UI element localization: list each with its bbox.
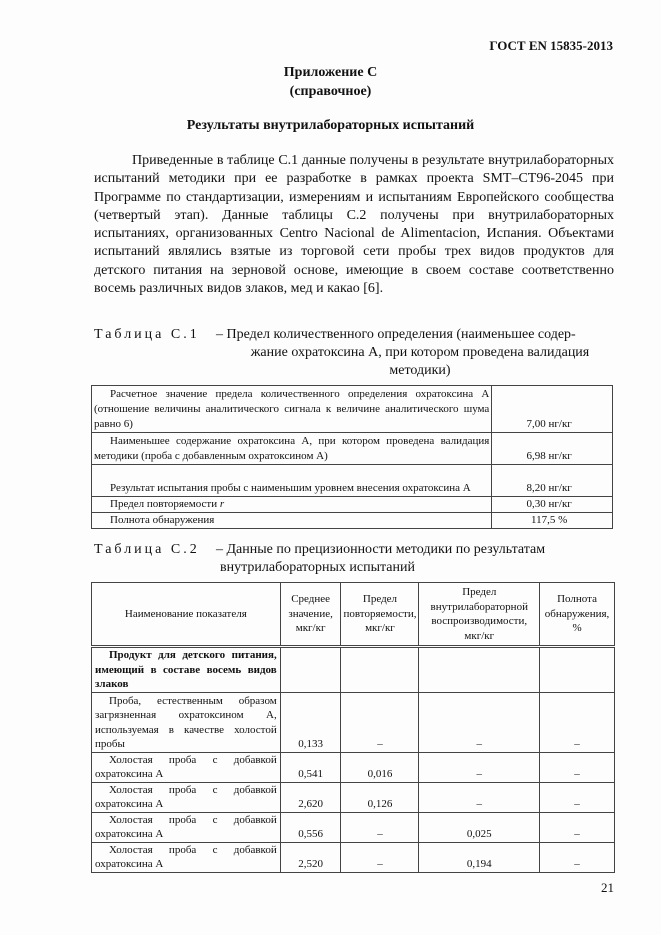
table2-caption-rest: внутрилабораторных испытаний (220, 560, 415, 575)
row-repeatability: 0,016 (341, 752, 419, 782)
row-mean: 2,620 (280, 782, 341, 812)
annex-title: Приложение С (283, 65, 378, 80)
row-name: Холостая проба с добавкой охратоксина А (92, 842, 281, 872)
table1-cell-value: 0,30 нг/кг (492, 497, 613, 513)
empty-cell (280, 647, 341, 693)
header-reproducibility: Предел внутрилабораторной воспроизводимости, мкг/кг (419, 583, 540, 647)
row-recovery: – (540, 842, 615, 872)
intro-paragraph-text: Приведенные в таблице С.1 данные получены в результате внутрилабораторных испытаний методики при ее разработке в рамках проекта SMT–CT96-2045 при Программе по стандартизации, измерениям и испытаниям Европейского сообщества (четвертый этап). Данные таблицы С.2 получены при внутрилабораторных испытаниях, организованных Centro Nacional de Alimentacion, Испания. Объектами испытаний являлись взятые из торговой сети пробы трех видов продуктов для детского питания на зерновой основе, имеющие в своем составе соответственно восемь различных видов злаков, мед и какао [6]. (94, 153, 614, 297)
table-row (92, 386, 613, 433)
empty-cell (540, 647, 615, 693)
row-name: Холостая проба с добавкой охратоксина А (92, 752, 281, 782)
table1-cell-name: Расчетное значение предела количественного определения охратоксина А (отношение величины аналитического сигнала к величине аналитического шума равно 6) (92, 386, 492, 433)
table-row (92, 812, 615, 842)
table1-cell-value: 7,00 нг/кг (492, 386, 613, 433)
row-recovery: – (540, 782, 615, 812)
row-recovery: – (540, 692, 615, 752)
table-row (92, 513, 613, 529)
table-row (92, 842, 615, 872)
intro-paragraph (94, 152, 614, 298)
table1-caption-rest: жание охратоксина А, при котором проведена валидация методики) (250, 345, 590, 378)
table-row (92, 433, 613, 465)
table1-cell-name (92, 497, 492, 513)
table-row (92, 647, 615, 693)
row-mean: 0,556 (280, 812, 341, 842)
header-indicator: Наименование показателя (92, 583, 281, 647)
section-title: Результаты внутрилабораторных испытаний (186, 118, 475, 133)
table-row (92, 465, 613, 497)
page-number: 21 (601, 880, 614, 895)
group-row-label: Продукт для детского питания, имеющий в составе восемь видов злаков (92, 647, 281, 693)
row-mean: 0,133 (280, 692, 341, 752)
repeatability-label: Предел повторяемости r (110, 498, 225, 510)
table-row (92, 497, 613, 513)
row-reproducibility: – (419, 692, 540, 752)
standard-code: ГОСТ EN 15835-2013 (489, 38, 613, 53)
table-row (92, 752, 615, 782)
row-repeatability: – (341, 812, 419, 842)
row-repeatability: – (341, 842, 419, 872)
empty-cell (419, 647, 540, 693)
annex-subtitle: (справочное) (289, 84, 372, 99)
table-row (92, 692, 615, 752)
table2-caption-line1: – Данные по прецизионности методики по результатам (216, 542, 546, 557)
table2 (91, 582, 615, 873)
table1-cell-name: Наименьшее содержание охратоксина А, при котором проведена валидация методики (проба с добавленным охратоксином А) (92, 433, 492, 465)
row-repeatability: 0,126 (341, 782, 419, 812)
row-name: Проба, естественным образом загрязненная охратоксином А, используемая в качестве холостой пробы (92, 692, 281, 752)
row-repeatability: – (341, 692, 419, 752)
table1 (91, 385, 613, 529)
row-recovery: – (540, 752, 615, 782)
table1-cell-value: 6,98 нг/кг (492, 433, 613, 465)
table1-cell-value: 8,20 нг/кг (492, 465, 613, 497)
table1-cell-value: 117,5 % (492, 513, 613, 529)
empty-cell (341, 647, 419, 693)
table1-cell-name: Результат испытания пробы с наименьшим уровнем внесения охратоксина А (92, 465, 492, 497)
table1-cell-name: Полнота обнаружения (92, 513, 492, 529)
row-mean: 2,520 (280, 842, 341, 872)
row-reproducibility: – (419, 782, 540, 812)
header-mean: Среднее значение, мкг/кг (280, 583, 341, 647)
row-name: Холостая проба с добавкой охратоксина А (92, 782, 281, 812)
row-reproducibility: – (419, 752, 540, 782)
table-row (92, 782, 615, 812)
row-reproducibility: 0,194 (419, 842, 540, 872)
table2-caption-label: Таблица С.2 (94, 542, 200, 557)
table2-header-row (92, 583, 615, 647)
header-recovery: Полнота обнаружения, % (540, 583, 615, 647)
row-name: Холостая проба с добавкой охратоксина А (92, 812, 281, 842)
annex-heading (0, 63, 661, 101)
table1-caption-label: Таблица С.1 (94, 327, 200, 342)
row-reproducibility: 0,025 (419, 812, 540, 842)
row-mean: 0,541 (280, 752, 341, 782)
table2-caption (94, 541, 546, 559)
table1-caption (94, 326, 576, 344)
header-repeatability: Предел повторяемости, мкг/кг (341, 583, 419, 647)
table1-caption-line1: – Предел количественного определения (наименьшее содер- (216, 327, 576, 342)
row-recovery: – (540, 812, 615, 842)
